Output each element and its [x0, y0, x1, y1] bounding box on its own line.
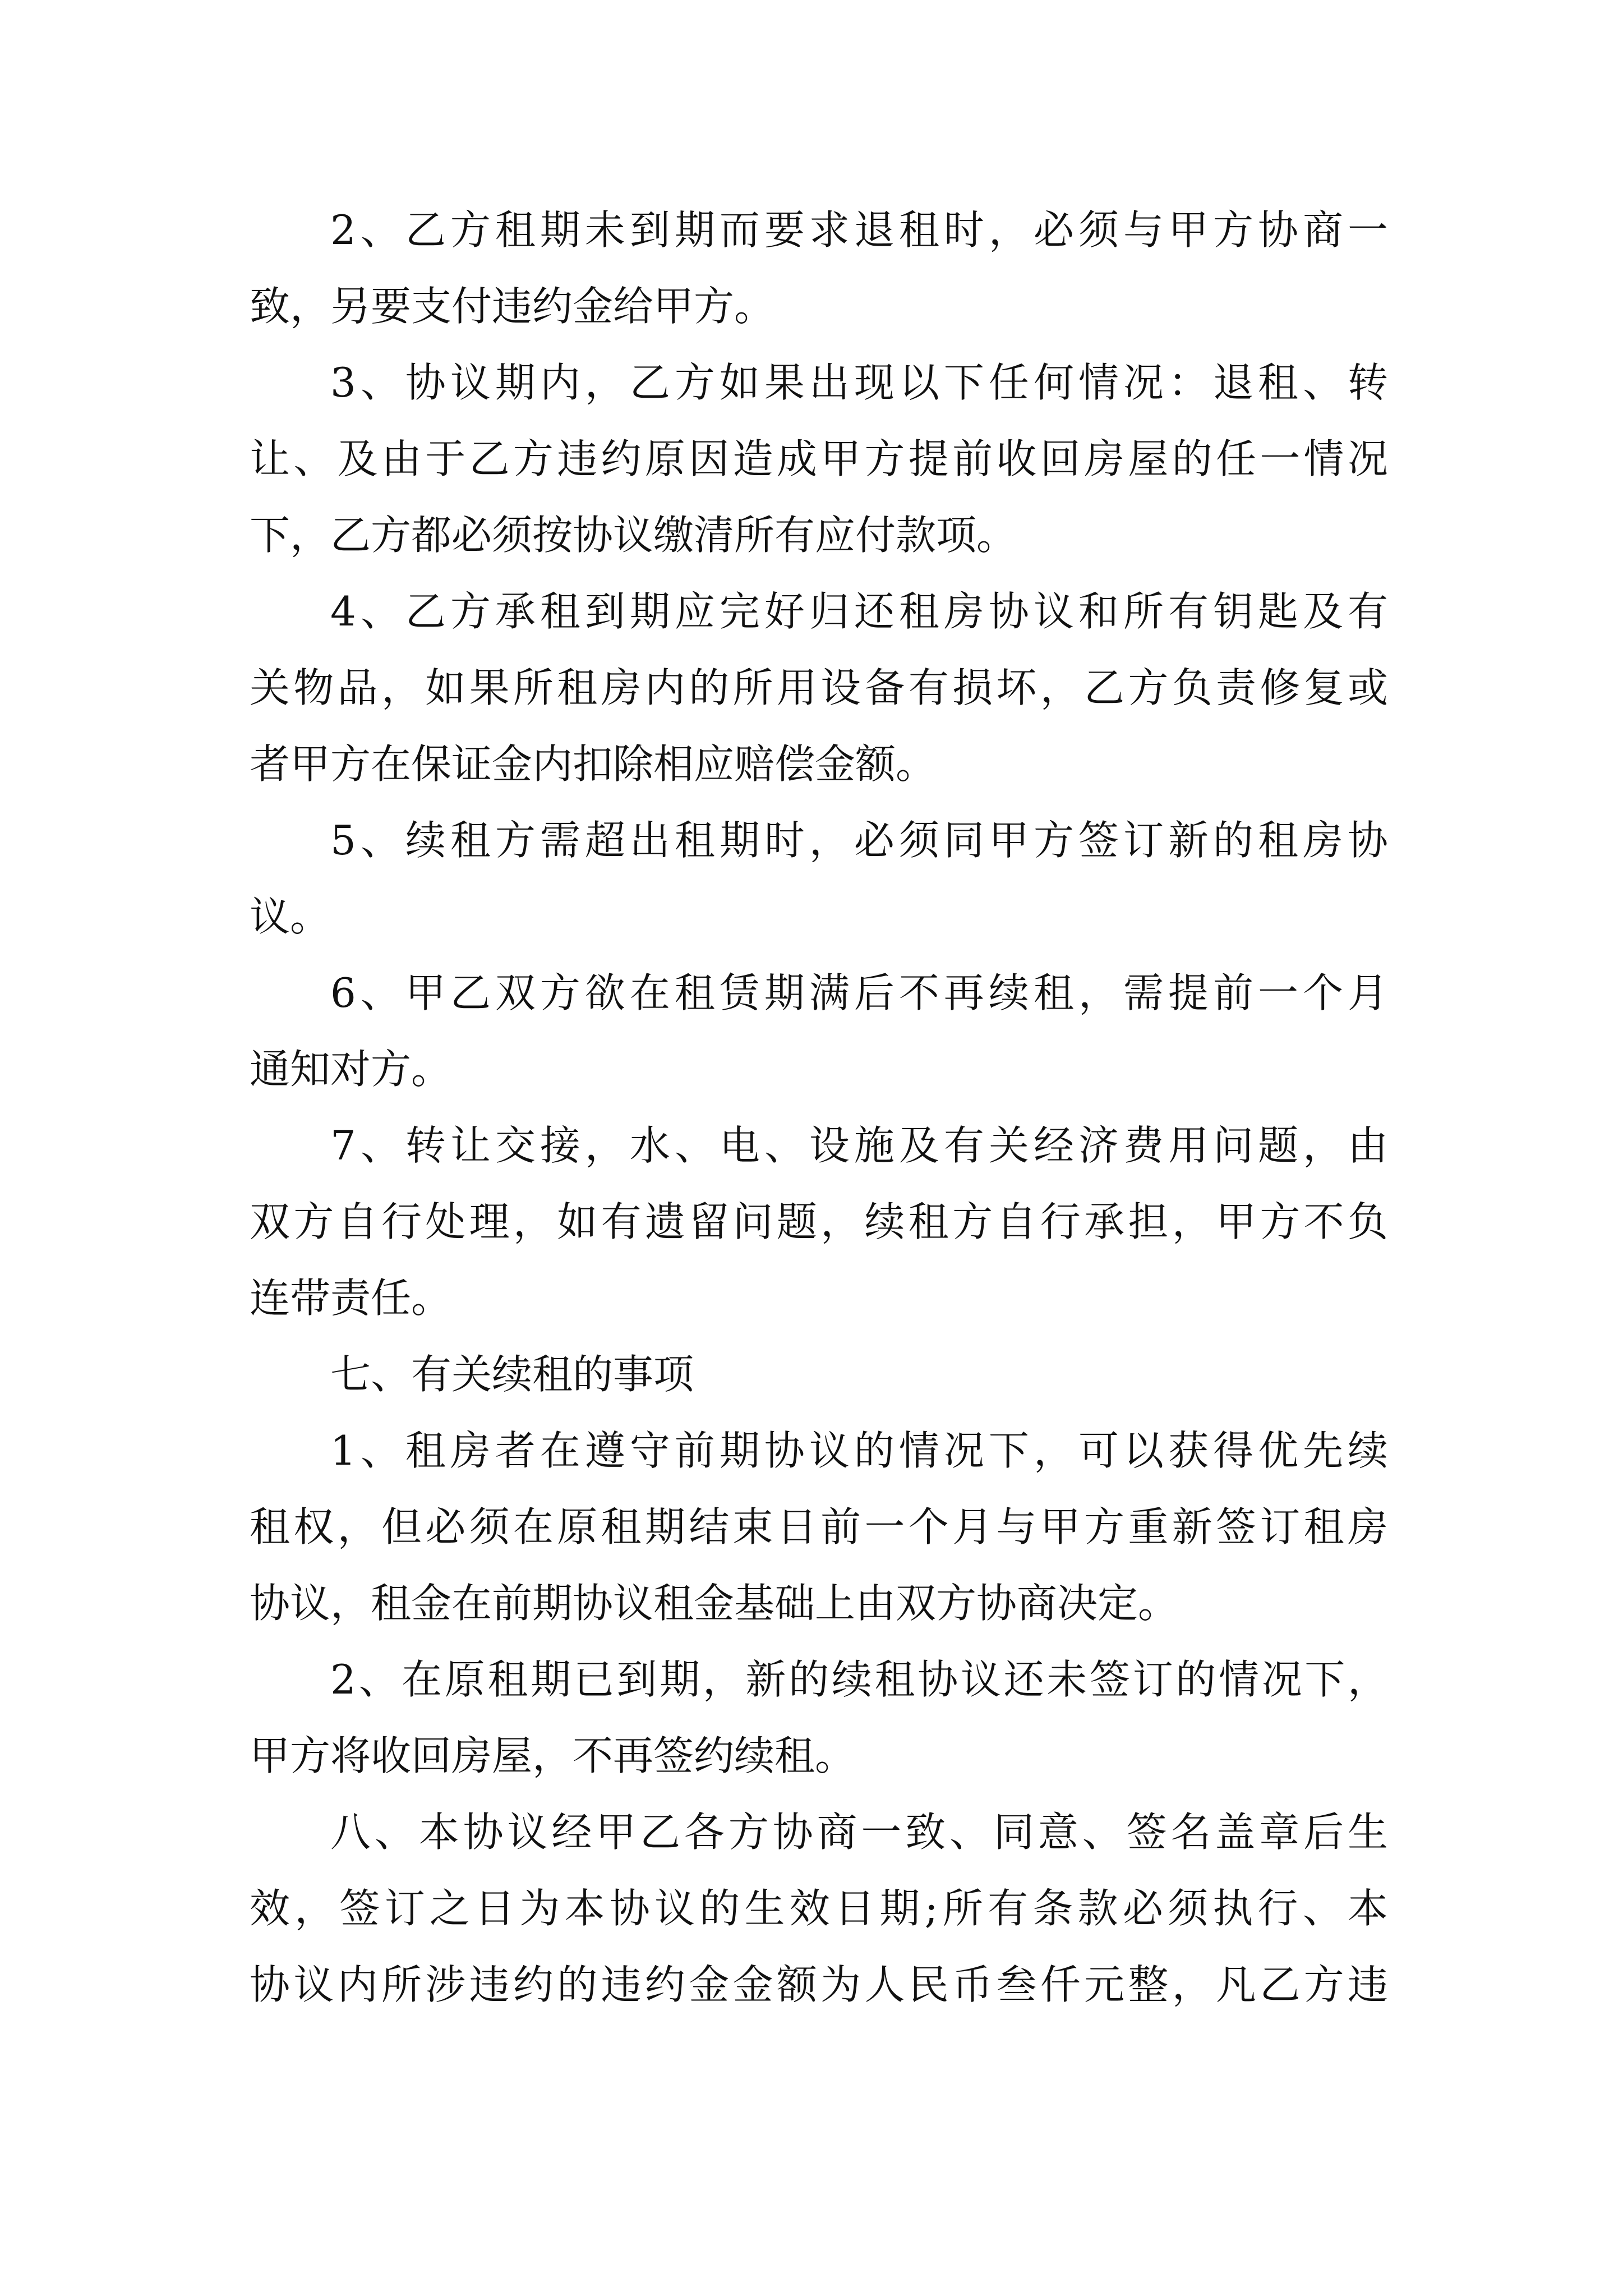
text-line: 协议，租金在前期协议租金基础上由双方协商决定。	[250, 1580, 1179, 1627]
text-line: 1、租房者在遵守前期协议的情况下，可以获得优先续	[330, 1427, 1388, 1474]
text-line: 双方自行处理，如有遗留问题，续租方自行承担，甲方不负	[250, 1198, 1388, 1245]
text-line: 7、转让交接，水、电、设施及有关经济费用问题，由	[330, 1122, 1388, 1169]
text-line: 效，签订之日为本协议的生效日期;所有条款必须执行、本	[250, 1885, 1388, 1932]
text-line: 关物品，如果所租房内的所用设备有损坏，乙方负责修复或	[250, 664, 1388, 711]
text-line: 者甲方在保证金内扣除相应赔偿金额。	[250, 740, 937, 788]
text-line: 5、续租方需超出租期时，必须同甲方签订新的租房协	[330, 817, 1388, 864]
text-line: 议。	[250, 893, 331, 940]
text-line: 2、在原租期已到期，新的续租协议还未签订的情况下，	[330, 1656, 1388, 1703]
text-line: 3、协议期内，乙方如果出现以下任何情况：退租、转	[330, 359, 1388, 406]
text-line: 租权，但必须在原租期结束日前一个月与甲方重新签订租房	[250, 1503, 1388, 1550]
text-line: 协议内所涉违约的违约金金额为人民币叁仟元整，凡乙方违	[250, 1961, 1388, 2008]
text-line: 甲方将收回房屋，不再签约续租。	[250, 1732, 856, 1779]
text-line: 2、乙方租期未到期而要求退租时，必须与甲方协商一	[330, 206, 1388, 254]
text-line: 连带责任。	[250, 1274, 452, 1322]
text-line: 通知对方。	[250, 1046, 452, 1093]
text-line: 致，另要支付违约金给甲方。	[250, 283, 775, 330]
text-line: 6、甲乙双方欲在租赁期满后不再续租，需提前一个月	[330, 969, 1388, 1016]
text-line: 八、本协议经甲乙各方协商一致、同意、签名盖章后生	[330, 1809, 1388, 1856]
text-line: 下，乙方都必须按协议缴清所有应付款项。	[250, 512, 1017, 559]
text-line: 让、及由于乙方违约原因造成甲方提前收回房屋的任一情况	[250, 435, 1388, 482]
section-heading: 七、有关续租的事项	[330, 1351, 694, 1398]
text-line: 4、乙方承租到期应完好归还租房协议和所有钥匙及有	[330, 588, 1388, 635]
